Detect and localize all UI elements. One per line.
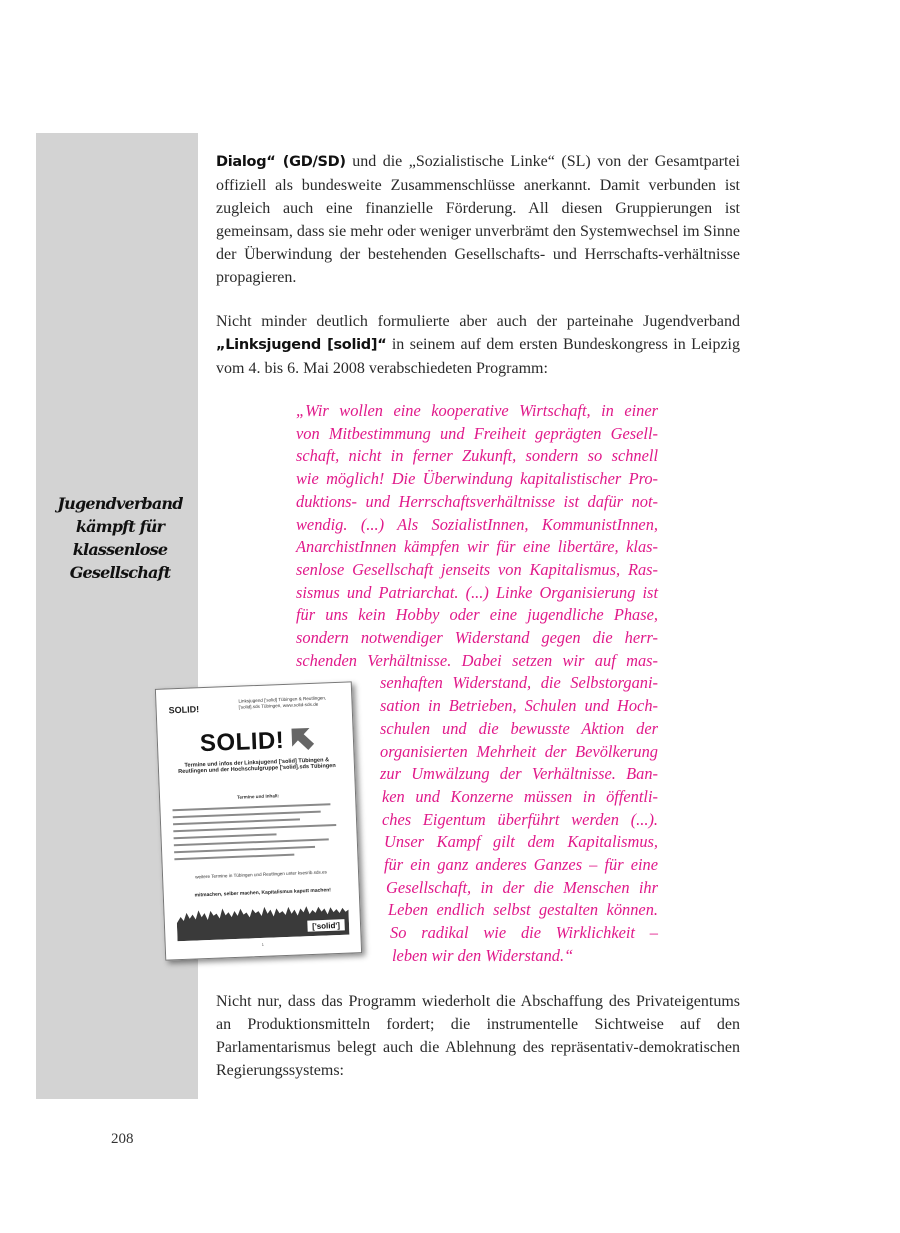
quote-line: zur Umwälzung der Verhältnisse. Ban- xyxy=(380,764,658,784)
quote-line: sondern notwendiger Widerstand gegen die herr- xyxy=(296,628,658,648)
quote-line: für ein ganz anderes Ganzes – für eine xyxy=(384,855,658,875)
quote-line: schulen und die bewusste Aktion der xyxy=(380,718,658,738)
quote-line: sismus und Patriarchat. (...) Linke Organisierung ist xyxy=(296,582,658,602)
flyer-page-mark: 1 xyxy=(261,941,265,947)
paragraph-text: Nicht minder deutlich formulierte aber auch der parteinahe Jugendverband xyxy=(216,313,740,330)
margin-note-line: klassenlose xyxy=(72,540,168,559)
quote-line: Unser Kampf gilt dem Kapitalismus, xyxy=(384,832,658,852)
quote-line: AnarchistInnen kämpfen wir für eine libertäre, klas- xyxy=(296,537,658,557)
solid-flyer-image xyxy=(155,681,362,960)
quote-line: schaft, nicht in ferner Zukunft, sondern so schnell xyxy=(296,446,658,466)
flyer-subhead: Termine und infos der Linksjugend ['solid] Tübingen & Reutlingen und der Hochschulgruppe ['solid].sds Tübingen xyxy=(178,757,336,776)
quote-line: von Mitbestimmung und Freiheit geprägten Gesell- xyxy=(296,423,658,443)
flyer-title: SOLID! xyxy=(199,726,285,758)
flyer-termine-heading: Termine und Inhalt: xyxy=(236,793,280,800)
quote-line: duktions- und Herrschaftsverhältnisse ist dafür not- xyxy=(296,491,658,511)
flyer-contact: Linksjugend ['solid] Tübingen & Reutlingen, ['solid].sds Tübingen, www.solid-sds.de xyxy=(238,695,327,710)
flyer-slogan: mitmachen, selber machen, Kapitalismus kaputt machen! xyxy=(194,887,332,899)
margin-note-line: kämpft für xyxy=(75,517,165,536)
quote-line: Leben endlich selbst gestalten können. xyxy=(388,900,658,920)
paragraph-program-intro xyxy=(216,310,740,380)
paragraph-conclusion: Nicht nur, dass das Programm wiederholt die Abschaffung des Privateigentums an Produktionsmitteln fordert; die instrumentelle Sichtweise auf den Parlamentarismus belegt auch die Ablehnung des repräsentativ-demokratischen Regierungssystems: xyxy=(216,993,740,1079)
quote-line: senlose Gesellschaft jenseits von Kapitalismus, Ras- xyxy=(296,559,658,579)
margin-note-line: Gesellschaft xyxy=(69,563,171,582)
quote-line: organisierten Mehrheit der Bevölkerung xyxy=(380,741,658,761)
quote-line: senhaften Widerstand, die Selbstorgani- xyxy=(380,673,658,693)
quote-line: Gesellschaft, in der die Menschen ihr xyxy=(386,877,658,897)
inline-bold-term: „Linksjugend [solid]“ xyxy=(216,337,387,353)
paragraph-text: und die „Sozialistische Linke“ (SL) von der Gesamtpartei offiziell als bundesweite Zusammenschlüsse anerkannt. Damit verbunden ist zugleich auch eine finanzielle Förderung. All diesen Gruppierungen ist gemeinsam, dass sie mehr oder weniger unverbrämt den Systemwechsel im Sinne der Überwindung der bestehenden Gesellschafts- und Herrschafts-verhältnisse propagieren. xyxy=(216,153,741,286)
quote-line: leben wir den Widerstand.“ xyxy=(392,945,574,965)
flyer-more-info: weitere Termine in Tübingen und Reutlingen unter ksesrib.sds.es xyxy=(195,869,328,880)
quote-line: wie möglich! Die Überwindung kapitalistischer Pro- xyxy=(296,469,658,489)
quote-line: ken und Konzerne müssen in öffentli- xyxy=(382,786,658,806)
quote-line: wendig. (...) Als SozialistInnen, KommunistInnen, xyxy=(296,514,658,534)
flyer-mini-logo: SOLID! xyxy=(168,704,200,716)
margin-note xyxy=(40,492,200,584)
quote-line: für uns kein Hobby oder eine jugendliche Phase, xyxy=(296,605,658,625)
flyer-header xyxy=(168,695,341,724)
flyer-event-list xyxy=(172,803,346,866)
page-number: 208 xyxy=(111,1131,134,1147)
quote-line: So radikal wie die Wirklichkeit – xyxy=(390,923,658,943)
margin-note-line: Jugendverband xyxy=(57,494,183,513)
arrow-icon xyxy=(289,726,316,753)
quote-line: ches Eigentum überführt werden (...). xyxy=(382,809,658,829)
crowd-silhouette-image xyxy=(176,899,349,942)
paragraph-intro xyxy=(216,150,740,289)
quote-line: sation in Betrieben, Schulen und Hoch- xyxy=(380,696,658,716)
quote-line: schenden Verhältnisse. Dabei setzen wir auf mas- xyxy=(296,650,658,670)
inline-bold-term: Dialog“ (GD/SD) xyxy=(216,154,346,170)
quote-line: „Wir wollen eine kooperative Wirtschaft, in einer xyxy=(296,401,658,420)
flyer-badge-text: ['solid'] xyxy=(312,920,341,932)
paragraph-text: in seinem auf dem ersten Bundeskongress in Leipzig vom 4. bis 6. Mai 2008 verabschiedeten Programm: xyxy=(216,336,740,377)
